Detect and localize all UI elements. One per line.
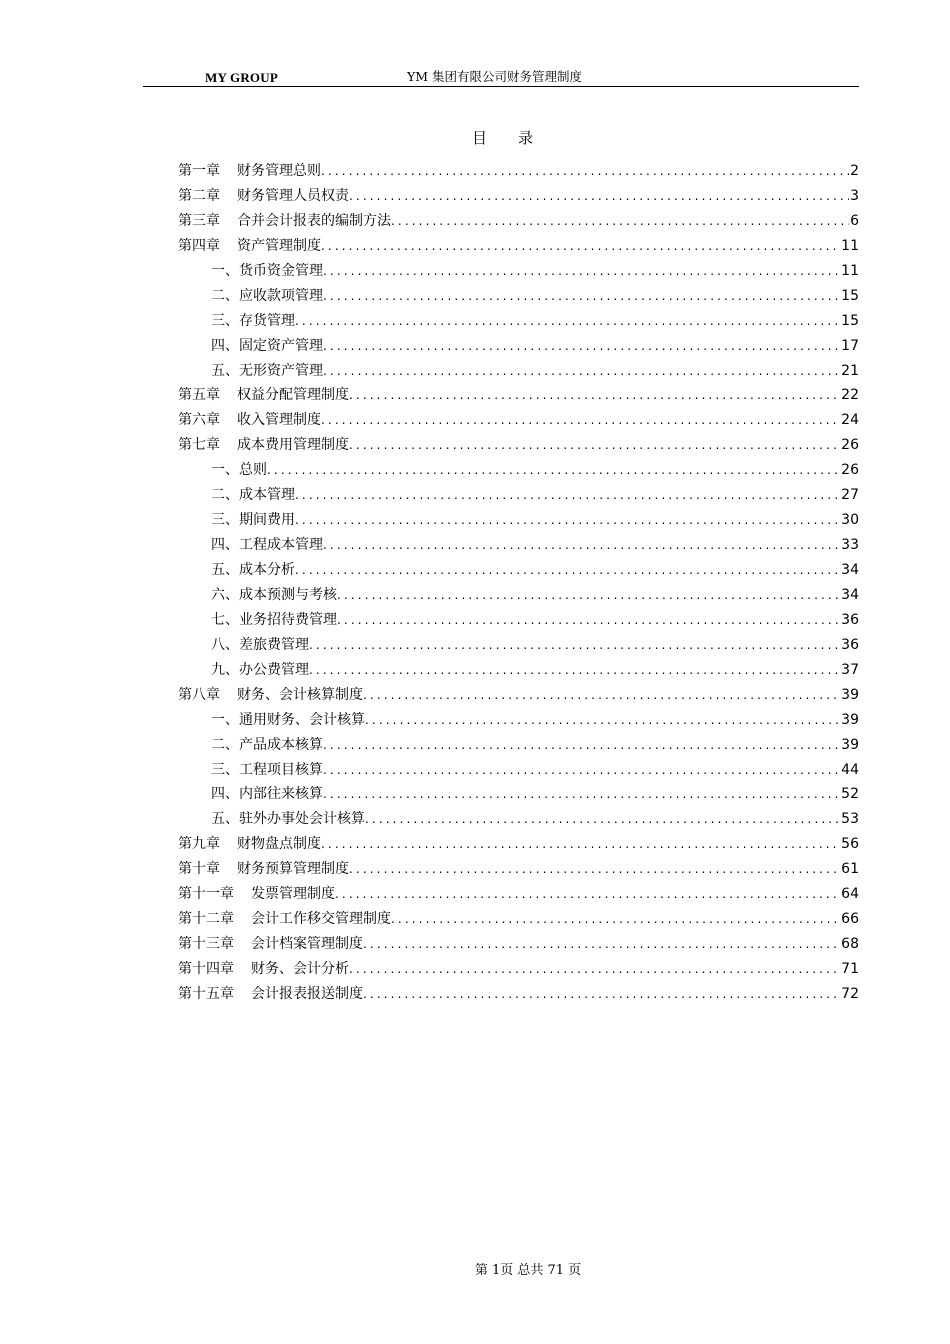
toc-entry-title: 合并会计报表的编制方法 [237, 212, 391, 229]
page-header [143, 62, 859, 87]
toc-dot-leader [365, 807, 840, 832]
page-footer: 第 1页 总共 71 页 [474, 1263, 582, 1278]
toc-chapter-entry[interactable] [178, 982, 859, 1007]
toc-page-number: 22 [841, 387, 859, 404]
toc-section-entry[interactable] [178, 583, 859, 608]
toc-dot-leader [267, 458, 840, 483]
toc-entry-title: 财务预算管理制度 [237, 861, 349, 878]
toc-chapter-number: 第八章 [178, 686, 220, 703]
toc-entry-title: 一、通用财务、会计核算 [211, 711, 365, 728]
toc-page-number: 39 [841, 686, 859, 703]
toc-page-number: 26 [841, 437, 859, 454]
toc-chapter-entry[interactable] [178, 832, 859, 857]
toc-dot-leader [363, 982, 840, 1007]
toc-page-number: 24 [841, 412, 859, 429]
toc-chapter-number: 第七章 [178, 437, 220, 454]
toc-dot-leader [323, 259, 840, 284]
toc-page-number: 44 [841, 761, 859, 778]
toc-entry-text [211, 558, 295, 583]
toc-section-entry[interactable] [178, 807, 859, 832]
toc-chapter-number: 第十四章 [178, 961, 234, 977]
toc-chapter-entry[interactable] [178, 433, 859, 458]
toc-section-entry[interactable] [178, 708, 859, 733]
toc-entry-title: 会计工作移交管理制度 [251, 911, 391, 928]
header-document-title: YM 集团有限公司财务管理制度 [407, 69, 583, 84]
toc-entry-text [178, 932, 363, 957]
toc-entry-text [211, 782, 323, 807]
toc-heading-char-2: 录 [518, 129, 535, 147]
toc-page-number: 11 [841, 262, 859, 279]
toc-entry-title: 七、业务招待费管理 [211, 611, 337, 628]
toc-entry-title: 财务管理总则 [237, 163, 321, 179]
toc-entry-title: 四、内部往来核算 [211, 786, 323, 803]
toc-entry-text [178, 957, 349, 982]
toc-dot-leader [349, 857, 840, 882]
toc-chapter-entry[interactable] [178, 383, 859, 408]
toc-entry-text [178, 383, 349, 408]
toc-dot-leader [309, 633, 840, 658]
toc-entry-text [211, 458, 267, 483]
toc-entry-title: 三、工程项目核算 [211, 761, 323, 778]
toc-entry-text [178, 857, 349, 882]
toc-entry-title: 会计档案管理制度 [251, 936, 363, 953]
toc-entry-title: 一、货币资金管理 [211, 262, 323, 279]
toc-section-entry[interactable] [178, 259, 859, 284]
toc-page-number: 15 [841, 312, 859, 329]
toc-entry-title: 五、成本分析 [211, 562, 295, 578]
toc-page-number: 11 [841, 237, 859, 254]
toc-page-number: 52 [841, 786, 859, 803]
toc-page-number: 17 [841, 337, 859, 354]
toc-dot-leader [295, 309, 840, 334]
toc-dot-leader [363, 683, 840, 708]
toc-chapter-entry[interactable] [178, 932, 859, 957]
toc-page-number: 39 [841, 736, 859, 753]
toc-dot-leader [391, 209, 849, 234]
toc-chapter-entry[interactable] [178, 209, 859, 234]
toc-section-entry[interactable] [178, 608, 859, 633]
toc-entry-title: 二、成本管理 [211, 487, 295, 504]
toc-page-number: 34 [841, 586, 859, 603]
toc-section-entry[interactable] [178, 508, 859, 533]
toc-chapter-number: 第十章 [178, 861, 220, 878]
toc-page-number: 39 [841, 711, 859, 728]
toc-section-entry[interactable] [178, 284, 859, 309]
toc-entry-text [178, 433, 349, 458]
toc-section-entry[interactable] [178, 458, 859, 483]
toc-entry-text [211, 658, 309, 683]
toc-chapter-number: 第六章 [178, 412, 220, 429]
toc-chapter-number: 第一章 [178, 163, 220, 179]
toc-entry-text [211, 259, 323, 284]
toc-dot-leader [295, 508, 840, 533]
toc-page-number: 36 [841, 611, 859, 628]
toc-entry-text [178, 832, 321, 857]
toc-page-number: 26 [841, 462, 859, 479]
toc-chapter-entry[interactable] [178, 408, 859, 433]
toc-entry-text [211, 733, 323, 758]
toc-page-number: 66 [841, 911, 859, 928]
toc-chapter-number: 第五章 [178, 387, 220, 404]
toc-chapter-number: 第九章 [178, 836, 220, 853]
toc-entry-text [211, 807, 365, 832]
toc-dot-leader [323, 284, 840, 309]
toc-entry-title: 权益分配管理制度 [237, 387, 349, 404]
toc-dot-leader [337, 583, 840, 608]
toc-chapter-entry[interactable] [178, 234, 859, 259]
toc-page-number: 15 [841, 287, 859, 304]
toc-entry-text [211, 309, 295, 334]
toc-page-number: 27 [841, 487, 859, 504]
toc-dot-leader [295, 483, 840, 508]
toc-chapter-entry[interactable] [178, 957, 859, 982]
toc-chapter-number: 第二章 [178, 187, 220, 204]
toc-dot-leader [321, 159, 849, 184]
toc-entry-title: 八、差旅费管理 [211, 636, 309, 653]
toc-page-number: 53 [841, 811, 859, 828]
toc-dot-leader [349, 383, 840, 408]
toc-dot-leader [309, 658, 840, 683]
toc-page-number: 33 [841, 537, 859, 554]
toc-page-number: 56 [841, 836, 859, 853]
table-of-contents [178, 159, 859, 1007]
toc-dot-leader [363, 932, 840, 957]
toc-entry-title: 九、办公费管理 [211, 661, 309, 678]
toc-page-number: 68 [841, 936, 859, 953]
toc-page-number: 64 [841, 886, 859, 903]
toc-dot-leader [337, 608, 840, 633]
toc-page-number: 2 [850, 163, 859, 179]
toc-entry-text [211, 708, 365, 733]
toc-entry-text [211, 483, 295, 508]
toc-entry-title: 五、无形资产管理 [211, 362, 323, 379]
toc-entry-text [211, 633, 309, 658]
toc-entry-title: 收入管理制度 [237, 412, 321, 429]
toc-entry-text [178, 683, 363, 708]
toc-chapter-number: 第十二章 [178, 911, 234, 928]
toc-entry-title: 四、固定资产管理 [211, 337, 323, 354]
toc-page-number: 61 [841, 861, 859, 878]
toc-page-number: 6 [850, 212, 859, 229]
toc-dot-leader [323, 782, 840, 807]
toc-section-entry[interactable] [178, 558, 859, 583]
toc-entry-title: 资产管理制度 [237, 237, 321, 254]
toc-entry-title: 财务、会计核算制度 [237, 686, 363, 703]
toc-section-entry[interactable] [178, 359, 859, 384]
toc-chapter-number: 第三章 [178, 212, 220, 229]
toc-chapter-entry[interactable] [178, 857, 859, 882]
toc-entry-title: 四、工程成本管理 [211, 537, 323, 554]
toc-dot-leader [323, 758, 840, 783]
toc-page-number: 21 [841, 362, 859, 379]
toc-entry-text [211, 533, 323, 558]
toc-entry-text [178, 184, 349, 209]
toc-dot-leader [323, 533, 840, 558]
toc-page-number: 30 [841, 512, 859, 529]
toc-heading-char-1: 目 [471, 129, 488, 147]
toc-section-entry[interactable] [178, 533, 859, 558]
toc-entry-title: 一、总则 [211, 462, 267, 479]
toc-dot-leader [295, 558, 840, 583]
toc-heading [0, 127, 950, 148]
toc-section-entry[interactable] [178, 758, 859, 783]
toc-dot-leader [323, 334, 840, 359]
header-company-name: MY GROUP [205, 70, 278, 85]
toc-chapter-entry[interactable] [178, 907, 859, 932]
toc-page-number: 36 [841, 636, 859, 653]
toc-page-number: 72 [841, 985, 859, 1002]
toc-entry-text [211, 508, 295, 533]
toc-entry-text [211, 758, 323, 783]
toc-entry-title: 财务管理人员权责 [237, 187, 349, 204]
toc-chapter-entry[interactable] [178, 159, 859, 184]
toc-chapter-number: 第十三章 [178, 936, 234, 953]
toc-dot-leader [349, 433, 840, 458]
toc-entry-title: 六、成本预测与考核 [211, 586, 337, 603]
toc-entry-title: 财物盘点制度 [237, 836, 321, 853]
toc-entry-text [211, 608, 337, 633]
toc-entry-title: 三、存货管理 [211, 312, 295, 329]
toc-entry-text [211, 284, 323, 309]
toc-entry-title: 会计报表报送制度 [251, 985, 363, 1002]
toc-dot-leader [349, 957, 840, 982]
toc-chapter-entry[interactable] [178, 683, 859, 708]
toc-page-number: 3 [850, 187, 859, 204]
toc-dot-leader [335, 882, 840, 907]
toc-dot-leader [321, 408, 840, 433]
toc-page-number: 34 [841, 562, 859, 578]
toc-entry-text [178, 408, 321, 433]
toc-dot-leader [321, 234, 840, 259]
toc-section-entry[interactable] [178, 782, 859, 807]
toc-section-entry[interactable] [178, 309, 859, 334]
toc-entry-text [211, 359, 323, 384]
toc-entry-text [178, 234, 321, 259]
toc-section-entry[interactable] [178, 733, 859, 758]
toc-entry-title: 二、应收款项管理 [211, 287, 323, 304]
toc-entry-text [211, 334, 323, 359]
toc-dot-leader [321, 832, 840, 857]
toc-entry-text [178, 907, 391, 932]
toc-entry-title: 财务、会计分析 [251, 961, 349, 977]
toc-dot-leader [391, 907, 840, 932]
toc-dot-leader [349, 184, 849, 209]
toc-entry-title: 二、产品成本核算 [211, 736, 323, 753]
toc-section-entry[interactable] [178, 658, 859, 683]
toc-entry-text [178, 209, 391, 234]
toc-chapter-entry[interactable] [178, 184, 859, 209]
toc-section-entry[interactable] [178, 633, 859, 658]
toc-dot-leader [323, 359, 840, 384]
toc-chapter-entry[interactable] [178, 882, 859, 907]
toc-chapter-number: 第十一章 [178, 886, 234, 903]
toc-chapter-number: 第四章 [178, 237, 220, 254]
toc-dot-leader [365, 708, 840, 733]
toc-entry-title: 三、期间费用 [211, 512, 295, 529]
toc-chapter-number: 第十五章 [178, 985, 234, 1002]
toc-entry-text [211, 583, 337, 608]
toc-entry-text [178, 882, 335, 907]
toc-entry-title: 发票管理制度 [251, 886, 335, 903]
toc-page-number: 37 [841, 661, 859, 678]
toc-entry-text [178, 159, 321, 184]
toc-section-entry[interactable] [178, 483, 859, 508]
toc-dot-leader [323, 733, 840, 758]
toc-page-number: 71 [841, 961, 859, 977]
toc-entry-text [178, 982, 363, 1007]
toc-entry-title: 五、驻外办事处会计核算 [211, 811, 365, 828]
toc-entry-title: 成本费用管理制度 [237, 437, 349, 454]
toc-section-entry[interactable] [178, 334, 859, 359]
